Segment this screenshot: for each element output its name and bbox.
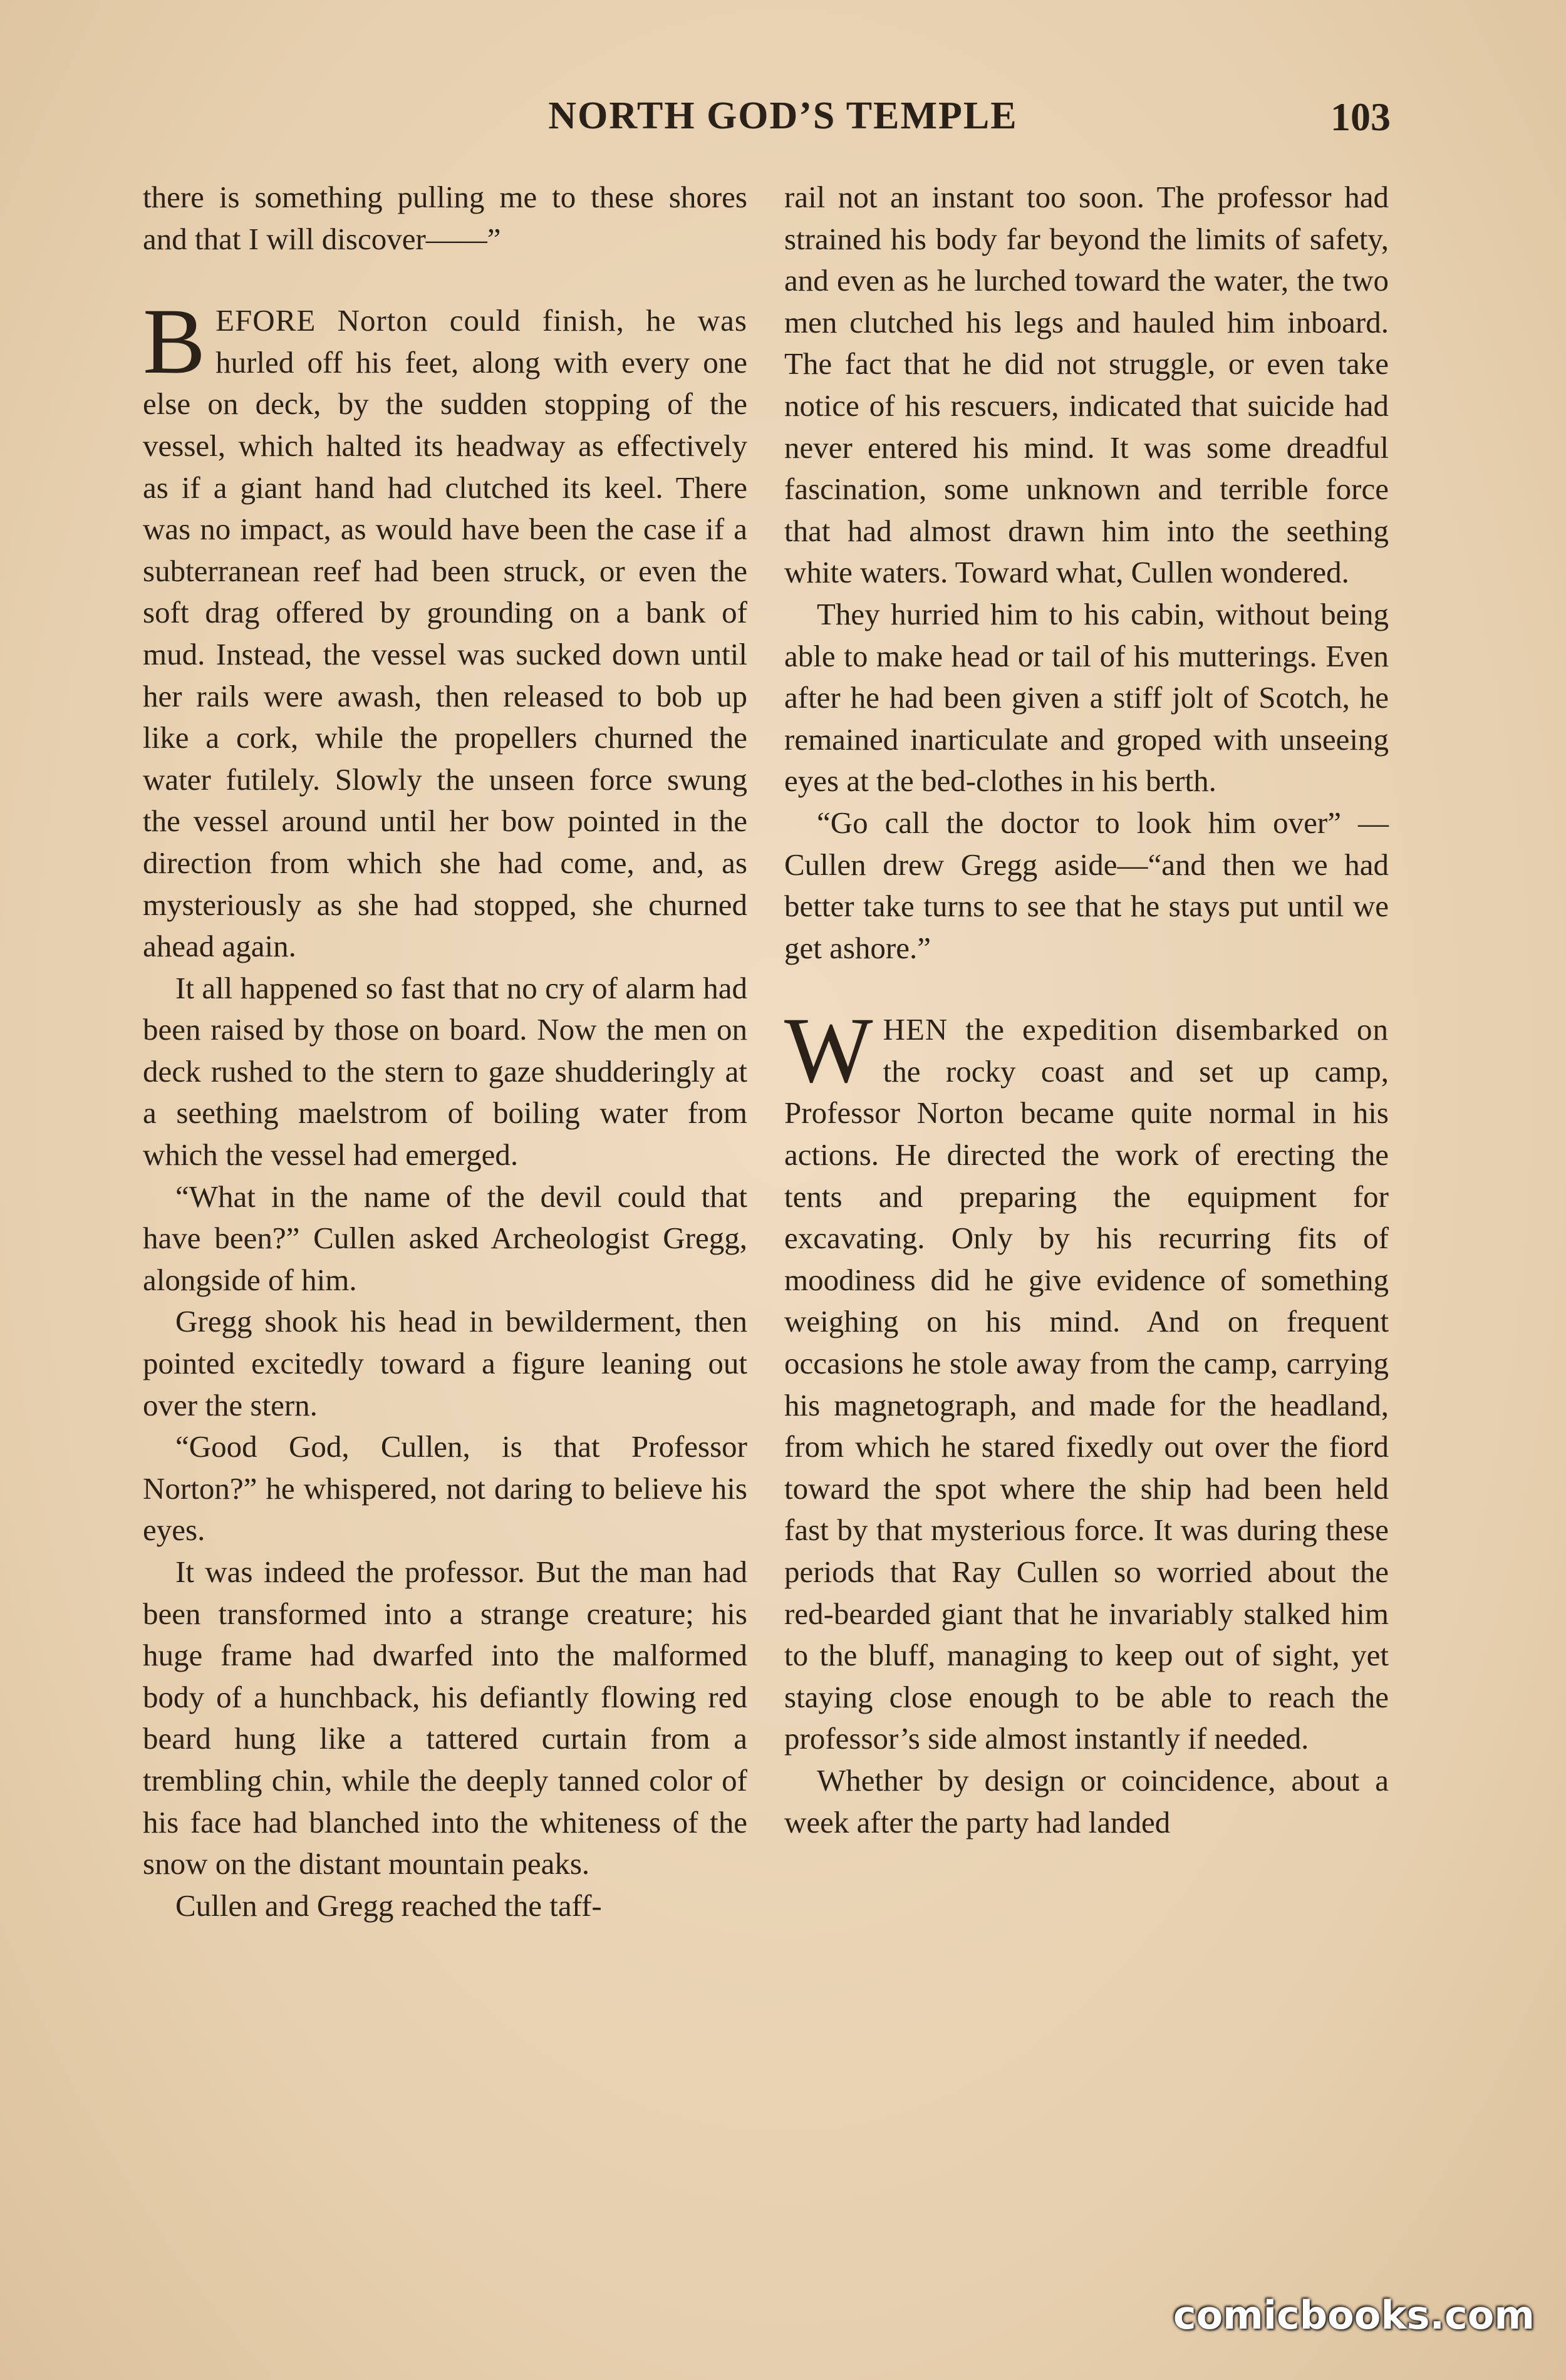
paragraph: It was indeed the professor. But the man had been transformed into a strange creature; his huge frame had dwarfed into the malformed body of a hunchback, his defiantly flowing red beard hung like a tattered curtain from a trembling chin, while the deeply tanned color of his face had blanched into the whiteness of the snow on the distant mountain peaks. [143,1555,747,1881]
left-column [143,177,747,1927]
paragraph: They hurried him to his cabin, without being able to make head or tail of his mutterings. Even after he had been given a stiff jolt of Scotch, he remained inarticulate and groped with unseeing eyes at the bed-clothes in his berth. [784,596,1389,799]
drop-cap: B [143,289,206,394]
right-column [784,177,1389,1843]
paragraph-text: HEN the expedition disembarked on the rocky coast and set up camp, Professor Norton became quite normal in his actions. He directed the work of erecting the tents and preparing the equipment for excavating. Only by his recurring fits of moodiness did he give evidence of something weighing on his mind. And on frequent occasions he stole away from the camp, carrying his magnetograph, and made for the headland, from which he stared fixedly out over the fiord toward the spot where the ship had been held fast by that mysterious force. It was during these periods that Ray Cullen so worried about the red-bearded giant that he invariably stalked him to the bluff, managing to keep out of sight, yet staying close enough to be able to reach the professor’s side almost instantly if needed. [784,1012,1389,1756]
paragraph-text: EFORE Norton could finish, he was hurled off his feet, along with every one else on deck, by the sudden stopping of the vessel, which halted its headway as effectively as if a giant hand had clutched its keel. There was no impact, as would have been the case if a subterranean reef had been struck, or even the soft drag offered by grounding on a bank of mud. Instead, the vessel was sucked down until her rails were awash, then released to bob up like a cork, while the propellers churned the water futilely. Slowly the unseen force swung the vessel around until her bow pointed in the direction from which she had come, and, as mysteriously as she had stopped, she churned ahead again. [143,303,747,964]
paragraph: there is something pulling me to these shores and that I will discover——” [143,180,747,256]
page-header [0,94,1566,144]
watermark: comicbooks.com [1173,2292,1535,2338]
paragraph-with-drop-cap [143,289,747,968]
page-number: 103 [1330,95,1391,139]
paragraph: Cullen and Gregg reached the taff- [175,1888,602,1923]
paragraph: It all happened so fast that no cry of alarm had been raised by those on board. Now the men on deck rushed to the stern to gaze shudderingly at a seething maelstrom of boiling water from which the vessel had emerged. [143,970,747,1172]
paragraph: Gregg shook his head in bewilderment, then pointed excitedly toward a figure leaning out over the stern. [143,1304,747,1422]
drop-cap: W [784,998,873,1103]
paragraph: “Go call the doctor to look him over” —Cullen drew Gregg aside—“and then we had better take turns to see that he stays put until we get ashore.” [784,805,1389,965]
running-title: NORTH GOD’S TEMPLE [548,95,1018,137]
paragraph: “What in the name of the devil could that have been?” Cullen asked Archeologist Gregg, alongside of him. [143,1179,747,1297]
paragraph: rail not an instant too soon. The professor had strained his body far beyond the limits of safety, and even as he lurched toward the water, the two men clutched his legs and hauled him inboard. The fact that he did not struggle, or even take notice of his rescuers, indicated that suicide had never entered his mind. It was some dreadful fascination, some unknown and terrible force that had almost drawn him into the seething white waters. Toward what, Cullen wondered. [784,180,1389,590]
paragraph-with-drop-cap [784,998,1389,1760]
section-break [143,260,747,300]
section-break [784,969,1389,1009]
paragraph: Whether by design or coincidence, about a week after the party had landed [784,1762,1389,1839]
paragraph: “Good God, Cullen, is that Professor Norton?” he whispered, not daring to believe his eyes. [143,1429,747,1548]
